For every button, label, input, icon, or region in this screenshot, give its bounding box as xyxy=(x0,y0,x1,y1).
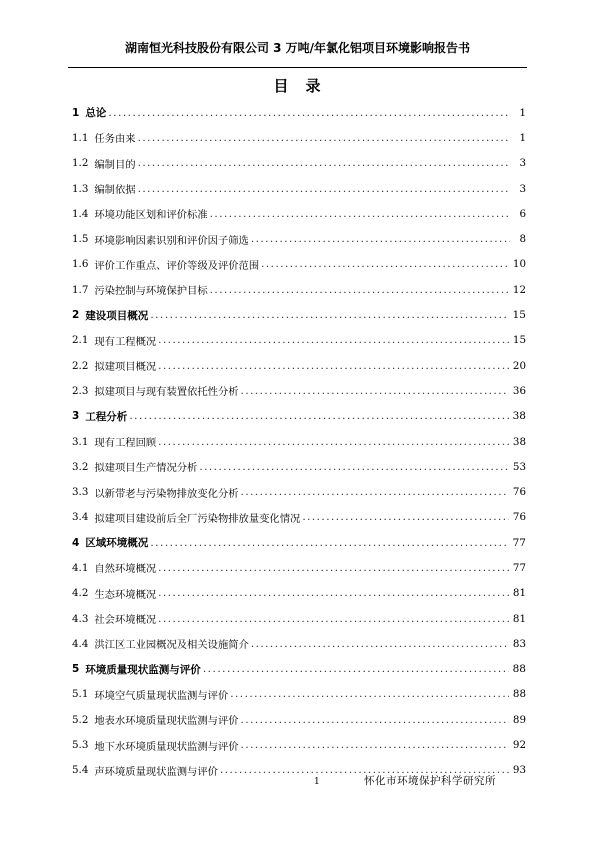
toc-entry-number: 2.1 xyxy=(72,334,89,347)
toc-dot-leader xyxy=(138,183,510,195)
toc-section-entry[interactable] xyxy=(72,682,526,707)
running-header: 湖南恒光科技股份有限公司 3 万吨/年氯化铝项目环境影响报告书 xyxy=(124,41,471,55)
toc-section-entry[interactable] xyxy=(72,454,526,479)
toc-section-entry[interactable] xyxy=(72,353,526,378)
toc-entry-title: 编制目的 xyxy=(94,158,136,171)
toc-entry-page: 1 xyxy=(519,106,526,119)
page-number: 1 xyxy=(314,777,320,787)
toc-section-entry[interactable] xyxy=(72,252,526,277)
toc-section-entry[interactable] xyxy=(72,606,526,631)
toc-heading: 目 录 xyxy=(273,77,322,95)
toc-entry-title: 建设项目概况 xyxy=(85,309,149,322)
toc-chapter-entry[interactable] xyxy=(72,530,526,555)
toc-entry-page: 38 xyxy=(512,435,526,448)
toc-section-entry[interactable] xyxy=(72,328,526,353)
toc-chapter-entry[interactable] xyxy=(72,302,526,327)
toc-dot-leader xyxy=(158,587,509,599)
toc-entry-page: 81 xyxy=(512,587,526,600)
toc-section-entry[interactable] xyxy=(72,732,526,757)
toc-entry-number: 1.3 xyxy=(72,182,89,195)
toc-dot-leader xyxy=(203,663,509,675)
toc-section-entry[interactable] xyxy=(72,479,526,504)
toc-dot-leader xyxy=(210,208,510,220)
toc-dot-leader xyxy=(158,360,509,372)
toc-entry-page: 81 xyxy=(512,612,526,625)
toc-entry-title: 工程分析 xyxy=(85,410,128,423)
header-divider xyxy=(68,67,527,68)
toc-entry-title: 拟建项目建设前后全厂污染物排放量变化情况 xyxy=(94,512,301,525)
toc-entry-page: 36 xyxy=(512,384,526,397)
toc-entry-number: 4.4 xyxy=(72,637,89,650)
toc-entry-number: 4.3 xyxy=(72,612,89,625)
toc-entry-title: 环境质量现状监测与评价 xyxy=(85,663,201,676)
toc-dot-leader xyxy=(158,613,509,625)
toc-entry-number: 5.3 xyxy=(72,739,89,752)
toc-entry-title: 污染控制与环境保护目标 xyxy=(94,285,208,298)
toc-dot-leader xyxy=(150,309,508,321)
toc-entry-page: 8 xyxy=(519,233,526,246)
toc-section-entry[interactable] xyxy=(72,226,526,251)
toc-dot-leader xyxy=(251,638,509,650)
toc-entry-number: 1.5 xyxy=(72,233,89,246)
toc-entry-number: 5 xyxy=(72,663,80,676)
toc-entry-number: 1.4 xyxy=(72,207,89,220)
toc-entry-number: 3.2 xyxy=(72,460,89,473)
toc-entry-page: 88 xyxy=(512,663,526,676)
toc-entry-page: 15 xyxy=(512,309,526,322)
toc-entry-page: 76 xyxy=(512,486,526,499)
toc-entry-title: 声环境质量现状监测与评价 xyxy=(94,765,218,778)
toc-section-entry[interactable] xyxy=(72,125,526,150)
toc-section-entry[interactable] xyxy=(72,378,526,403)
toc-entry-number: 1 xyxy=(72,106,80,119)
toc-entry-title: 现有工程回顾 xyxy=(94,437,157,449)
toc-entry-page: 3 xyxy=(519,182,526,195)
toc-dot-leader xyxy=(241,385,509,397)
toc-chapter-entry[interactable] xyxy=(72,404,526,429)
toc-entry-title: 现有工程概况 xyxy=(94,335,157,348)
toc-dot-leader xyxy=(251,233,510,245)
toc-entry-number: 3.3 xyxy=(72,486,89,499)
toc-entry-number: 2 xyxy=(72,309,80,322)
toc-entry-title: 拟建项目概况 xyxy=(94,361,157,374)
toc-dot-leader xyxy=(241,714,509,726)
toc-entry-title: 地下水环境质量现状监测与评价 xyxy=(94,740,239,753)
toc-entry-page: 6 xyxy=(519,207,526,220)
toc-entry-title: 环境功能区划和评价标准 xyxy=(94,209,208,222)
toc-dot-leader xyxy=(302,511,509,523)
toc-entry-number: 5.4 xyxy=(72,764,89,777)
toc-entry-title: 区域环境概况 xyxy=(85,537,149,550)
toc-entry-title: 任务由来 xyxy=(94,133,136,146)
toc-entry-title: 地表水环境质量现状监测与评价 xyxy=(94,715,239,728)
toc-section-entry[interactable] xyxy=(72,581,526,606)
footer-organization: 怀化市环境保护科学研究所 xyxy=(364,775,496,787)
toc-section-entry[interactable] xyxy=(72,151,526,176)
table-of-contents xyxy=(72,100,526,783)
toc-section-entry[interactable] xyxy=(72,555,526,580)
toc-entry-title: 自然环境概况 xyxy=(94,563,157,576)
toc-entry-title: 环境影响因素识别和评价因子筛选 xyxy=(94,234,249,247)
toc-dot-leader xyxy=(199,461,509,473)
toc-dot-leader xyxy=(158,436,509,448)
toc-entry-page: 20 xyxy=(512,359,526,372)
toc-entry-number: 1.7 xyxy=(72,283,89,296)
toc-dot-leader xyxy=(108,107,510,119)
toc-entry-title: 拟建项目生产情况分析 xyxy=(94,462,198,475)
toc-dot-leader xyxy=(261,258,509,270)
toc-entry-number: 4.1 xyxy=(72,561,89,574)
toc-entry-page: 1 xyxy=(519,131,526,144)
toc-entry-number: 3.1 xyxy=(72,435,89,448)
toc-entry-page: 88 xyxy=(512,688,526,701)
toc-entry-page: 83 xyxy=(512,637,526,650)
toc-entry-title: 以新带老与污染物排放变化分析 xyxy=(94,487,239,500)
toc-entry-number: 2.2 xyxy=(72,359,89,372)
toc-entry-number: 1.6 xyxy=(72,258,89,271)
toc-entry-title: 总论 xyxy=(85,107,107,120)
toc-entry-page: 93 xyxy=(512,764,526,777)
toc-dot-leader xyxy=(241,486,509,498)
toc-section-entry[interactable] xyxy=(72,277,526,302)
toc-entry-title: 拟建项目与现有装置依托性分析 xyxy=(94,386,239,399)
toc-entry-number: 4 xyxy=(72,536,80,549)
toc-chapter-entry[interactable] xyxy=(72,657,526,682)
toc-dot-leader xyxy=(129,410,508,422)
toc-entry-number: 3.4 xyxy=(72,511,89,524)
toc-section-entry[interactable] xyxy=(72,429,526,454)
toc-entry-page: 10 xyxy=(512,258,526,271)
toc-dot-leader xyxy=(158,562,509,574)
toc-entry-title: 生态环境概况 xyxy=(94,588,157,601)
toc-section-entry[interactable] xyxy=(72,631,526,656)
toc-dot-leader xyxy=(158,334,509,346)
toc-section-entry[interactable] xyxy=(72,201,526,226)
toc-entry-number: 1.2 xyxy=(72,157,89,170)
toc-entry-page: 15 xyxy=(512,334,526,347)
toc-entry-page: 92 xyxy=(512,739,526,752)
toc-entry-title: 环境空气质量现状监测与评价 xyxy=(94,689,229,702)
toc-entry-number: 5.1 xyxy=(72,688,89,701)
toc-entry-page: 77 xyxy=(512,561,526,574)
toc-entry-number: 3 xyxy=(72,410,80,423)
toc-dot-leader xyxy=(210,284,509,296)
toc-entry-page: 53 xyxy=(512,460,526,473)
toc-entry-title: 编制依据 xyxy=(94,184,136,197)
toc-entry-page: 76 xyxy=(512,511,526,524)
toc-dot-leader xyxy=(138,132,510,144)
toc-dot-leader xyxy=(138,157,510,169)
toc-chapter-entry[interactable] xyxy=(72,100,526,125)
toc-section-entry[interactable] xyxy=(72,176,526,201)
toc-entry-number: 5.2 xyxy=(72,713,89,726)
toc-entry-number: 4.2 xyxy=(72,587,89,600)
toc-dot-leader xyxy=(230,688,509,700)
toc-entry-page: 89 xyxy=(512,713,526,726)
toc-dot-leader xyxy=(241,739,509,751)
toc-entry-title: 洪江区工业园概况及相关设施简介 xyxy=(94,639,249,652)
toc-dot-leader xyxy=(150,537,508,549)
toc-entry-page: 3 xyxy=(519,157,526,170)
toc-section-entry[interactable] xyxy=(72,505,526,530)
toc-entry-page: 12 xyxy=(512,283,526,296)
toc-section-entry[interactable] xyxy=(72,707,526,732)
toc-entry-number: 1.1 xyxy=(72,131,89,144)
toc-entry-page: 38 xyxy=(512,410,526,423)
toc-entry-number: 2.3 xyxy=(72,384,89,397)
toc-entry-title: 社会环境概况 xyxy=(94,614,157,627)
toc-entry-title: 评价工作重点、评价等级及评价范围 xyxy=(94,259,260,272)
toc-entry-page: 77 xyxy=(512,536,526,549)
